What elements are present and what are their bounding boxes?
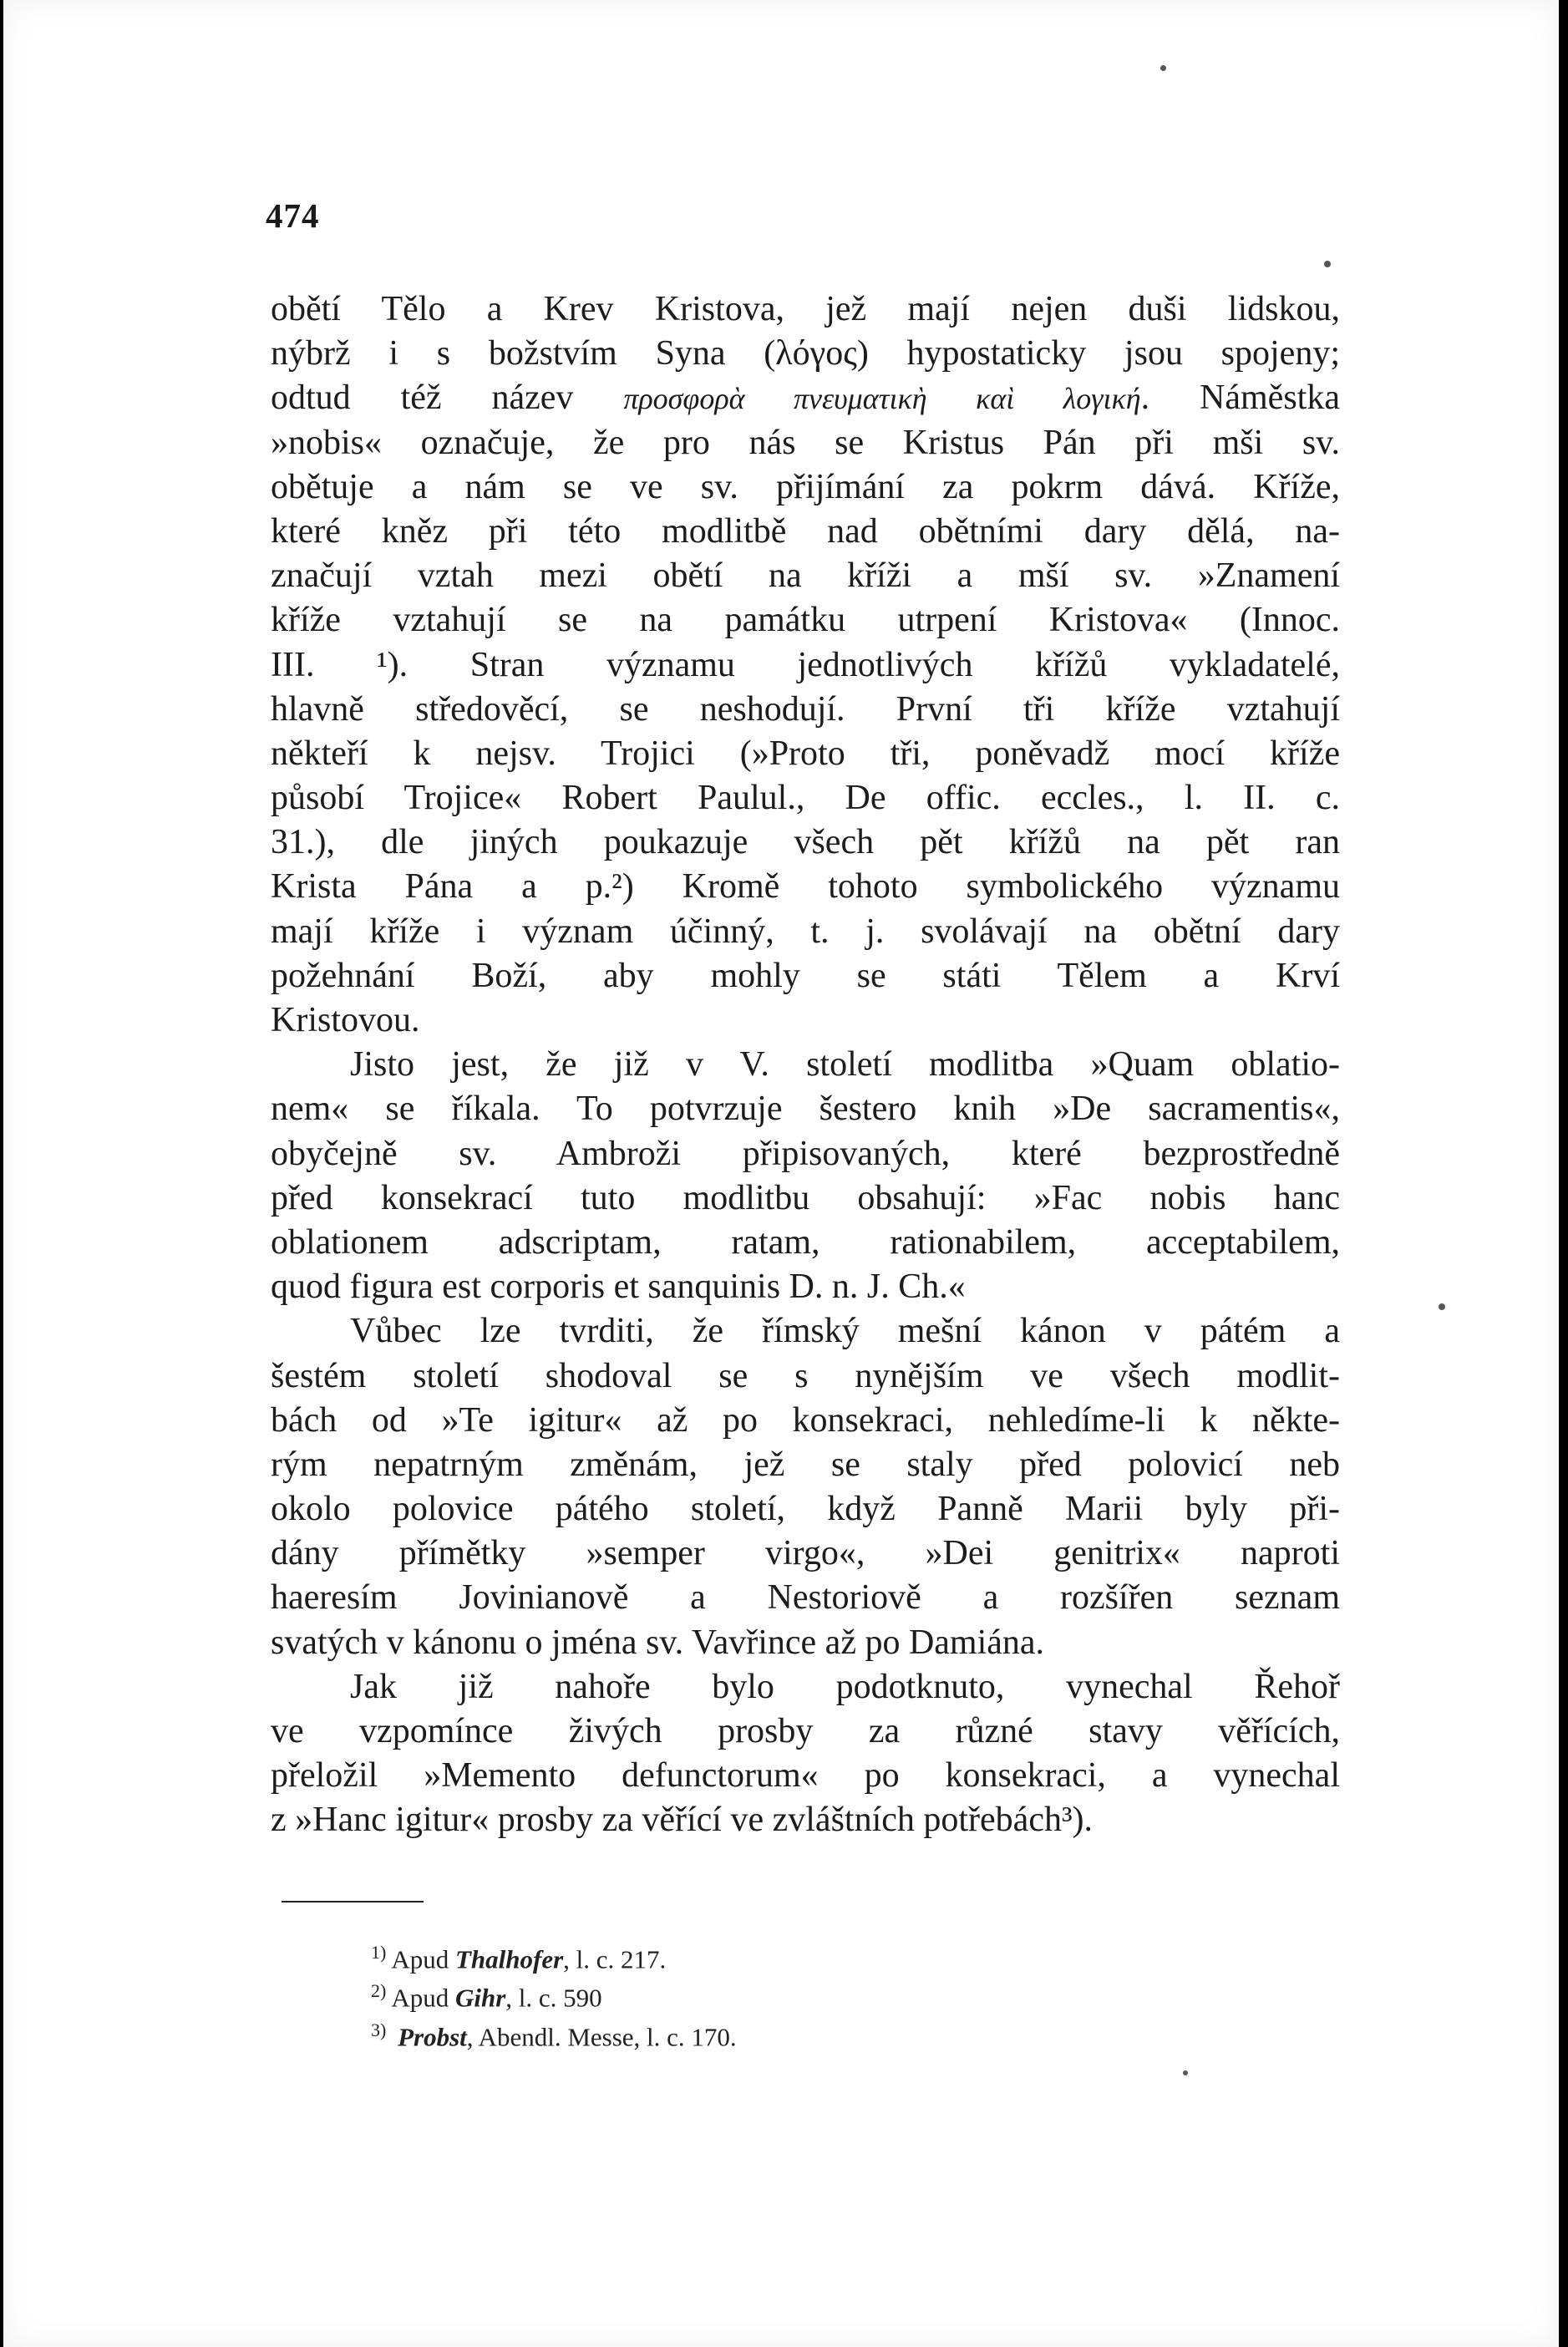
footnote (371, 1975, 737, 2014)
text-line: okolo polovice pátého století, když Panně Marii byly při- (271, 1490, 1340, 1529)
footnote-reference: , l. c. 217. (563, 1944, 667, 1974)
paper-speck (1439, 1303, 1445, 1310)
footnote (371, 1937, 737, 1975)
footnote-mark: 2) (371, 1980, 387, 2002)
text-line: z »Hanc igitur« prosby za věřící ve zvláštních potřebách³). (271, 1801, 1094, 1840)
text-line: svatých v kánonu o jména sv. Vavřince až po Damiána. (271, 1623, 1045, 1662)
text-line: obětí Tělo a Krev Kristova, jež mají nejen duši lidskou, (271, 290, 1340, 328)
footnote-divider (282, 1901, 424, 1902)
text-line: působí Trojice« Robert Paulul., De offic. eccles., l. II. c. (271, 779, 1340, 818)
text-line (271, 376, 1340, 420)
text-line: haeresím Jovinianově a Nestoriově a rozšířen seznam (271, 1578, 1340, 1618)
text-line: mají kříže i význam účinný, t. j. svolávají na obětní dary (271, 912, 1340, 951)
footnote (371, 2014, 737, 2053)
footnote-reference: , l. c. 590 (505, 1983, 602, 2013)
text-segment: odtud též název (271, 378, 624, 418)
paper-speck (1183, 2070, 1188, 2075)
footnote-author: Gihr (454, 1983, 506, 2013)
text-line: obětuje a nám se ve sv. přijímání za pokrm dává. Kříže, (271, 467, 1340, 506)
text-line: Kristovou. (271, 1001, 420, 1039)
text-line: Jisto jest, že již v V. století modlitba »Quam oblatio- (350, 1045, 1340, 1085)
text-line: »nobis« označuje, že pro nás se Kristus Pán při mši sv. (271, 423, 1340, 462)
text-line: ve vzpomínce živých prosby za různé stavy věřících, (271, 1712, 1340, 1750)
footnote-mark: 1) (371, 1942, 387, 1963)
page-edge-shadow (1559, 0, 1568, 2347)
text-line: někteří k nejsv. Trojici (»Proto tři, poněvadž mocí kříže (271, 734, 1340, 773)
footnote-author: Probst (398, 2021, 467, 2051)
text-line: Jak již nahoře bylo podotknuto, vynechal Řehoř (350, 1667, 1340, 1706)
paper-speck (1324, 261, 1331, 267)
text-line: bách od »Te igitur« až po konsekraci, nehledíme-li k někte- (271, 1400, 1340, 1440)
footnote-prefix: Apud (391, 1944, 449, 1974)
paper-speck (1160, 65, 1166, 71)
text-line: III. ¹). Stran významu jednotlivých křížů vykladatelé, (271, 645, 1340, 684)
greek-phrase: προσφορὰ πνευματικὴ καὶ λογική (623, 382, 1141, 416)
text-line: kříže vztahují se na památku utrpení Kristova« (Innoc. (271, 601, 1340, 640)
page-number: 474 (266, 196, 320, 235)
book-page (3, 0, 1559, 2347)
footnotes (371, 1937, 737, 2053)
text-line: quod figura est corporis et sanquinis D. n. J. Ch.« (271, 1267, 966, 1307)
text-line: dány přímětky »semper virgo«, »Dei genitrix« naproti (271, 1534, 1340, 1573)
text-line: oblationem adscriptam, ratam, rationabilem, acceptabilem, (271, 1222, 1340, 1262)
text-line: nýbrž i s božstvím Syna (λόγος) hypostaticky jsou spojeny; (271, 334, 1340, 373)
text-line: 31.), dle jiných poukazuje všech pět křížů na pět ran (271, 823, 1340, 862)
text-line: rým nepatrným změnám, jež se staly před polovicí neb (271, 1445, 1340, 1484)
footnote-mark: 3) (371, 2019, 387, 2040)
text-line: šestém století shodoval se s nynějším ve všech modlit- (271, 1356, 1340, 1395)
text-line: značují vztah mezi obětí na kříži a mší sv. »Znamení (271, 556, 1340, 596)
text-line: obyčejně sv. Ambroži připisovaných, které bezprostředně (271, 1134, 1340, 1173)
text-line: hlavně středověcí, se neshodují. První tři kříže vztahují (271, 689, 1340, 729)
text-line: které kněz při této modlitbě nad obětními dary dělá, na- (271, 511, 1340, 551)
footnote-reference: , Abendl. Messe, l. c. 170. (466, 2021, 737, 2051)
text-line: požehnání Boží, aby mohly se státi Tělem a Krví (271, 956, 1340, 995)
footnote-prefix: Apud (391, 1983, 449, 2013)
text-line: nem« se říkala. To potvrzuje šestero knih »De sacramentis«, (271, 1090, 1340, 1129)
text-line: Vůbec lze tvrditi, že římský mešní kánon v pátém a (350, 1312, 1340, 1351)
text-segment: . Náměstka (1140, 378, 1340, 418)
text-line: před konsekrací tuto modlitbu obsahují: »Fac nobis hanc (271, 1178, 1340, 1217)
text-line: přeložil »Memento defunctorum« po konsekraci, a vynechal (271, 1756, 1340, 1796)
text-line: Krista Pána a p.²) Kromě tohoto symbolického významu (271, 867, 1340, 907)
main-text (271, 287, 1340, 1843)
footnote-author: Thalhofer (454, 1944, 564, 1974)
